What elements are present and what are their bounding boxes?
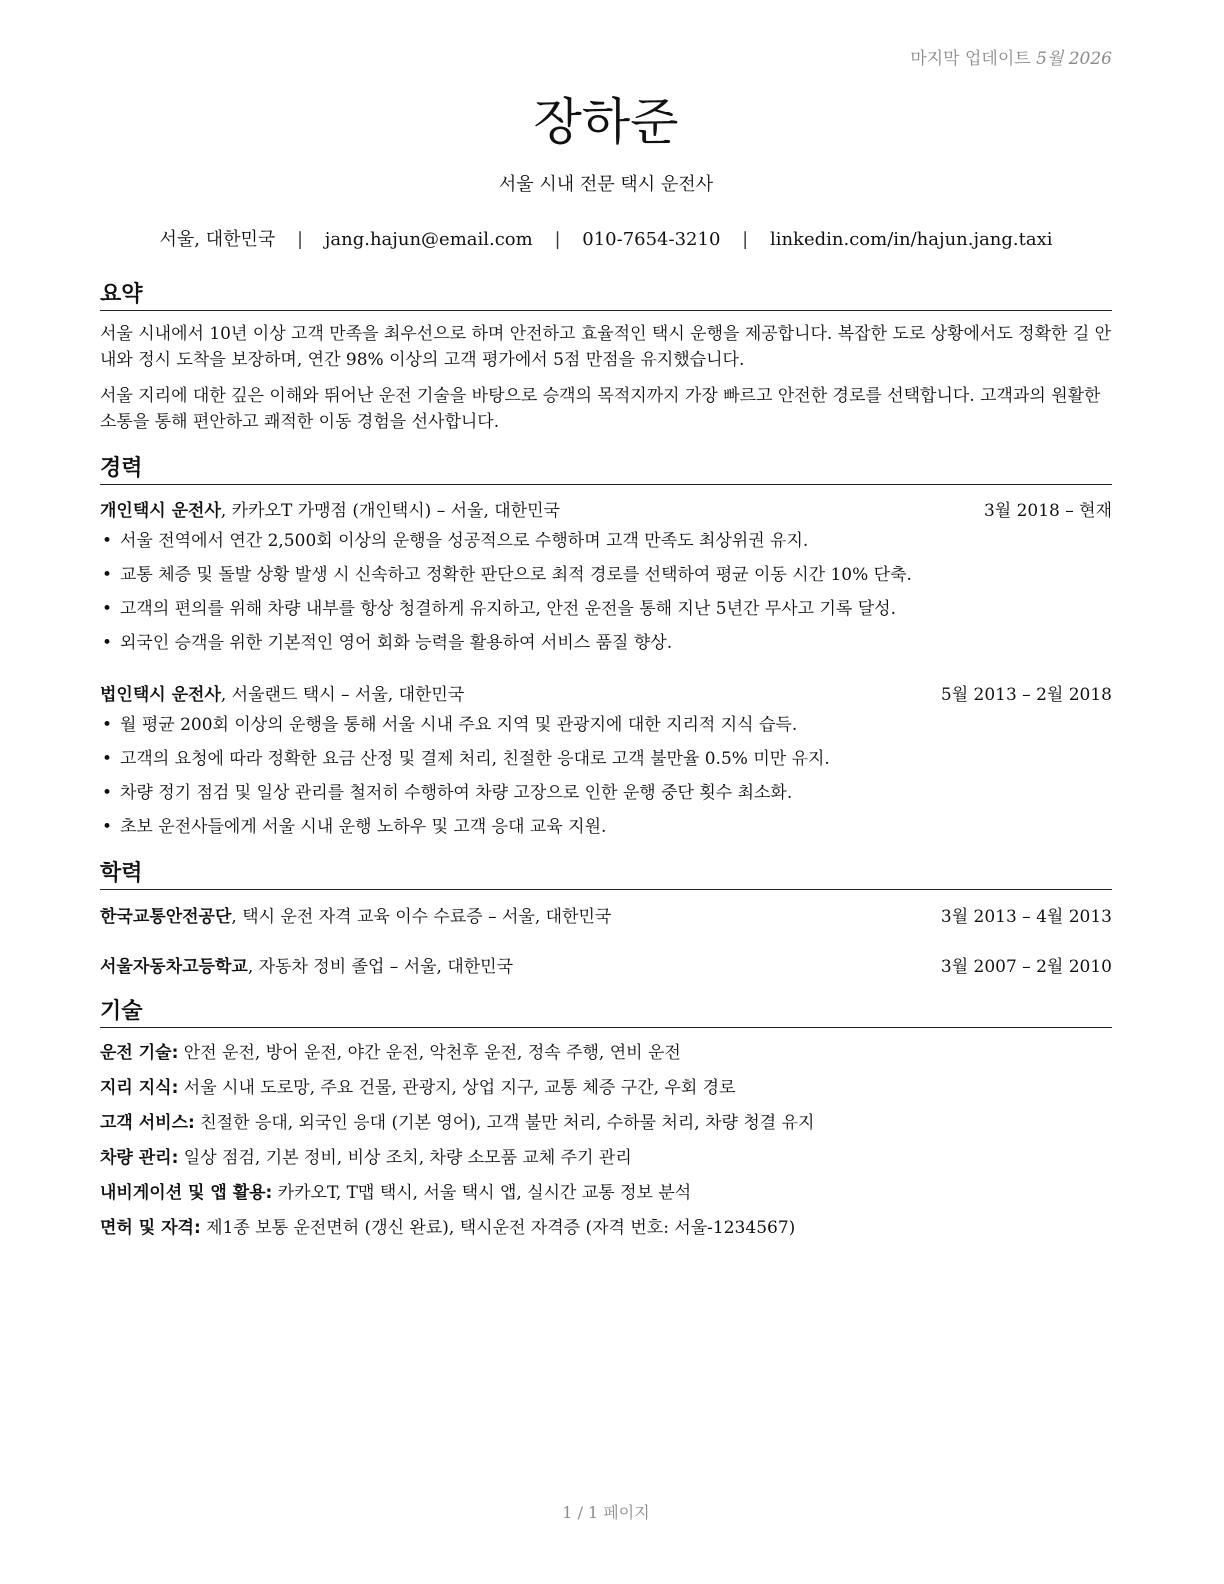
bullet-icon: • [102, 817, 113, 837]
section-title-education: 학력 [100, 856, 1112, 890]
skill-label: 내비게이션 및 앱 활용: [100, 1183, 273, 1203]
skill-item [100, 1038, 1112, 1063]
bullet-text: 고객의 요청에 따라 정확한 요금 산정 및 결제 처리, 친절한 응대로 고객 불만율 0.5% 미만 유지. [120, 749, 830, 769]
candidate-name: 장하준 [533, 93, 679, 151]
contact-separator: | [554, 229, 561, 250]
candidate-tagline: 서울 시내 전문 택시 운전사 [498, 174, 714, 195]
job-header [100, 496, 1112, 522]
contact-email-link[interactable]: jang.hajun@email.com [324, 229, 533, 250]
bullet-text: 교통 체증 및 돌발 상황 발생 시 신속하고 정확한 판단으로 최적 경로를 선택하여 평균 이동 시간 10% 단축. [120, 565, 912, 585]
list-item [100, 712, 1112, 746]
section-title-summary: 요약 [100, 277, 1112, 311]
job-role: 법인택시 운전사 [100, 685, 221, 705]
last-updated-label: 마지막 업데이트 [910, 49, 1031, 69]
education-school: 서울자동차고등학교 [100, 957, 248, 977]
contact-line [100, 225, 1112, 251]
contact-location: 서울, 대한민국 [159, 229, 276, 250]
education-dates: 3월 2013 – 4월 2013 [940, 907, 1112, 927]
skill-label: 고객 서비스: [100, 1113, 195, 1133]
education-line [100, 902, 611, 927]
skill-label: 운전 기술: [100, 1043, 179, 1063]
list-item [100, 780, 1112, 814]
list-item [100, 596, 1112, 630]
skill-value: 일상 점검, 기본 정비, 비상 조치, 차량 소모품 교체 주기 관리 [178, 1148, 632, 1168]
skill-value: 친절한 응대, 외국인 응대 (기본 영어), 고객 불만 처리, 수하물 처리, 차량 청결 유지 [194, 1113, 815, 1133]
resume-page [100, 0, 1112, 1584]
job-header [100, 680, 1112, 706]
list-item [100, 562, 1112, 596]
skill-value: 카카오T, T맵 택시, 서울 택시 앱, 실시간 교통 정보 분석 [272, 1183, 692, 1203]
education-dates: 3월 2007 – 2월 2010 [940, 957, 1112, 977]
last-updated-date: 5월 2026 [1036, 49, 1112, 69]
contact-separator: | [742, 229, 749, 250]
job-title-line [100, 496, 560, 521]
skill-value: 안전 운전, 방어 운전, 야간 운전, 악천후 운전, 정속 주행, 연비 운전 [178, 1043, 681, 1063]
job-title-line [100, 680, 464, 705]
skill-item [100, 1073, 1112, 1098]
education-line [100, 952, 513, 977]
bullet-icon: • [102, 531, 113, 551]
education-detail: , 택시 운전 자격 교육 이수 수료증 – 서울, 대한민국 [231, 907, 612, 927]
skill-item [100, 1143, 1112, 1168]
bullet-icon: • [102, 749, 113, 769]
bullet-text: 초보 운전사들에게 서울 시내 운행 노하우 및 고객 응대 교육 지원. [120, 817, 607, 837]
job-bullets [100, 712, 1112, 848]
list-item [100, 746, 1112, 780]
bullet-text: 월 평균 200회 이상의 운행을 통해 서울 시내 주요 지역 및 관광지에 대한 지리적 지식 습득. [120, 715, 798, 735]
bullet-icon: • [102, 783, 113, 803]
skill-item [100, 1178, 1112, 1203]
skill-value: 서울 시내 도로망, 주요 건물, 관광지, 상업 지구, 교통 체증 구간, 우회 경로 [178, 1078, 736, 1098]
list-item [100, 814, 1112, 848]
last-updated [910, 44, 1112, 69]
skill-item [100, 1213, 1112, 1238]
bullet-text: 서울 전역에서 연간 2,500회 이상의 운행을 성공적으로 수행하며 고객 만족도 최상위권 유지. [120, 531, 809, 551]
job-role: 개인택시 운전사 [100, 501, 221, 521]
bullet-icon: • [102, 599, 113, 619]
bullet-icon: • [102, 715, 113, 735]
page-number: 1 / 1 페이지 [562, 1503, 650, 1522]
list-item [100, 630, 1112, 664]
bullet-icon: • [102, 633, 113, 653]
education-school: 한국교통안전공단 [100, 907, 232, 927]
summary-paragraph-1: 서울 시내에서 10년 이상 고객 만족을 최우선으로 하며 안전하고 효율적인 택시 운행을 제공합니다. 복잡한 도로 상황에서도 정확한 길 안내와 정시 도착을 보장하며, 연간 98% 이상의 고객 평가에서 5점 만점을 유지했습니다. [100, 324, 1112, 370]
job-org: , 서울랜드 택시 – 서울, 대한민국 [220, 685, 465, 705]
education-entry [100, 952, 1112, 978]
skill-label: 차량 관리: [100, 1148, 179, 1168]
bullet-text: 외국인 승객을 위한 기본적인 영어 회화 능력을 활용하여 서비스 품질 향상. [120, 633, 673, 653]
bullet-text: 차량 정기 점검 및 일상 관리를 철저히 수행하여 차량 고장으로 인한 운행 중단 횟수 최소화. [120, 783, 793, 803]
skill-label: 지리 지식: [100, 1078, 179, 1098]
education-entry [100, 902, 1112, 928]
job-dates: 5월 2013 – 2월 2018 [940, 685, 1112, 705]
skill-label: 면허 및 자격: [100, 1218, 201, 1238]
job-org: , 카카오T 가맹점 (개인택시) – 서울, 대한민국 [220, 501, 560, 521]
education-detail: , 자동차 정비 졸업 – 서울, 대한민국 [247, 957, 514, 977]
section-title-experience: 경력 [100, 451, 1112, 485]
summary-paragraph-2: 서울 지리에 대한 깊은 이해와 뛰어난 운전 기술을 바탕으로 승객의 목적지까지 가장 빠르고 안전한 경로를 선택합니다. 고객과의 원활한 소통을 통해 편안하고 쾌적한 이동 경험을 선사합니다. [100, 386, 1101, 432]
skill-value: 제1종 보통 운전면허 (갱신 완료), 택시운전 자격증 (자격 번호: 서울-1234567) [200, 1218, 796, 1238]
contact-linkedin-link[interactable]: linkedin.com/in/hajun.jang.taxi [769, 229, 1053, 250]
bullet-text: 고객의 편의를 위해 차량 내부를 항상 청결하게 유지하고, 안전 운전을 통해 지난 5년간 무사고 기록 달성. [120, 599, 896, 619]
contact-phone: 010-7654-3210 [582, 229, 721, 250]
bullet-icon: • [102, 565, 113, 585]
list-item [100, 528, 1112, 562]
skill-item [100, 1108, 1112, 1133]
job-bullets [100, 528, 1112, 664]
contact-separator: | [296, 229, 304, 250]
section-title-skills: 기술 [100, 994, 1112, 1028]
job-dates: 3월 2018 – 현재 [983, 501, 1112, 521]
